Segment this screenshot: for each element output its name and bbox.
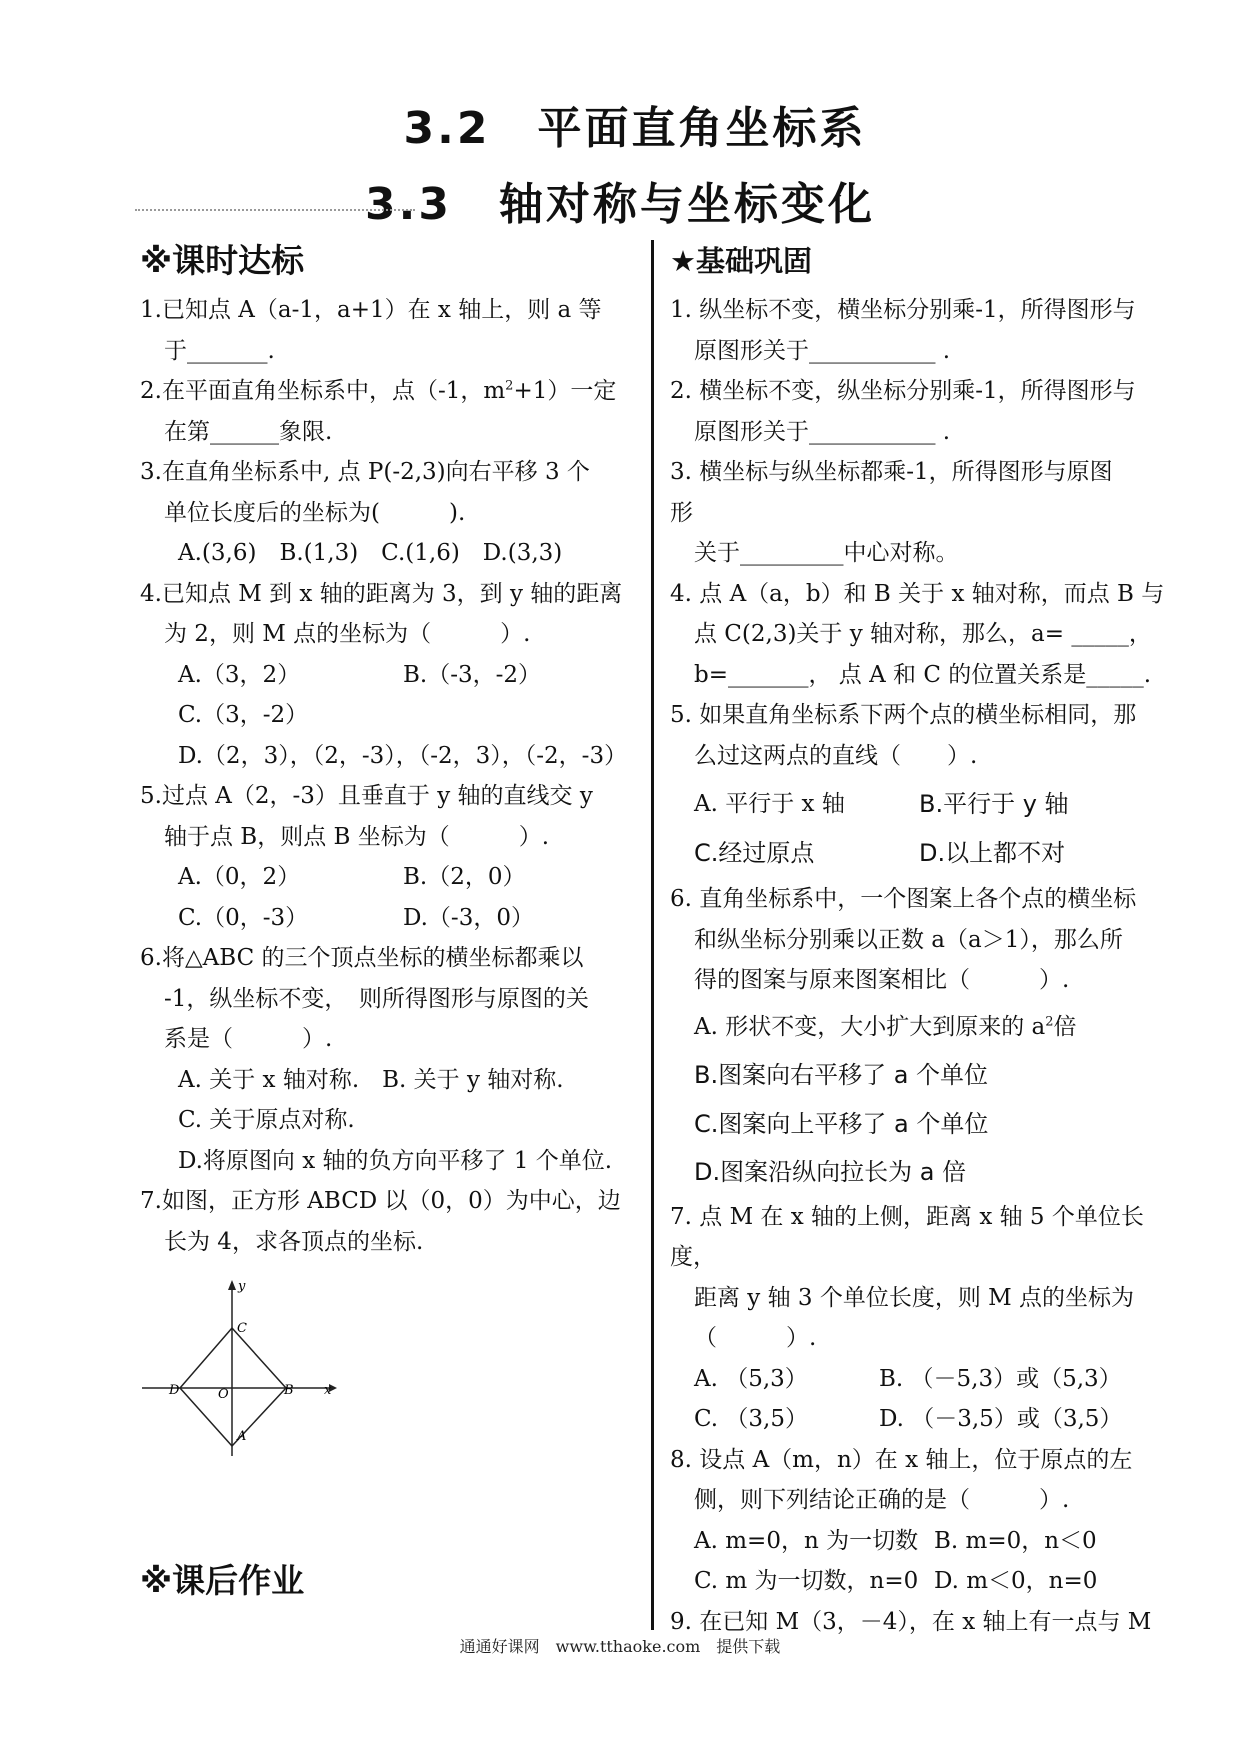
square-abcd [180,1328,286,1446]
option-c: C. 关于原点对称. [178,1107,355,1133]
question-line: 5.过点 A（2，-3）且垂直于 y 轴的直线交 y [140,783,593,809]
question-line: （ ）. [694,1325,817,1351]
column-divider [651,240,654,1630]
left-question-2 [140,371,640,452]
left-column [140,238,640,1470]
option-c: C.图案向上平移了 a 个单位 [694,1109,989,1138]
question-line: 8. 设点 A（m，n）在 x 轴上，位于原点的左 [670,1446,1133,1473]
left-question-1 [140,290,640,371]
question-line: 3. 横坐标与纵坐标都乘-1，所得图形与原图 [670,459,1113,485]
left-question-7 [140,1181,640,1262]
right-question-3 [670,452,1170,574]
right-question-2 [670,371,1170,452]
option-d: D.以上都不对 [919,838,1066,867]
option-c: C. （3,5） [694,1406,808,1432]
question-line: 在第______象限. [164,418,333,445]
option-a: A. （5,3） [694,1365,808,1392]
question-line: 4. 点 A（a，b）和 B 关于 x 轴对称，而点 B 与 [670,580,1165,607]
question-line: 1. 纵坐标不变，横坐标分别乘-1，所得图形与 [670,297,1136,323]
option-row [670,784,1170,825]
option-row [670,1521,1170,1562]
option-b: B.（-3，-2） [403,661,542,688]
question-line: 关于_________中心对称。 [694,540,959,566]
option-a: A. m=0，n 为一切数 [694,1527,919,1554]
footer-source: 通通好课网 www.tthaoke.com 提供下载 [459,1637,781,1656]
option-b: B. m=0，n＜0 [934,1527,1097,1554]
label-y: y [238,1279,246,1294]
question-line: 2. 横坐标不变，纵坐标分别乘-1，所得图形与 [670,378,1136,404]
option-d: D. （－3,5）或（3,5） [879,1406,1123,1432]
right-question-4 [670,574,1170,696]
question-line: 侧，则下列结论正确的是（ ）. [694,1487,1070,1513]
option-a: A.（3，2） [178,661,301,688]
left-question-4 [140,574,640,777]
section-title-class-goals: ※课时达标 [140,241,305,280]
question-line: 1.已知点 A（a-1，a+1）在 x 轴上，则 a 等 [140,297,602,323]
label-c: C [237,1321,247,1336]
text: 倍 [1053,1013,1077,1040]
dotted-leader [135,205,415,211]
right-question-6 [670,879,1170,1193]
left-question-3 [140,452,640,574]
superscript: 2 [1045,1013,1054,1029]
question-line: 为 2，则 M 点的坐标为（ ）. [164,621,531,647]
right-question-7 [670,1197,1170,1440]
question-line: -1，纵坐标不变， 则所得图形与原图的关 [164,985,589,1012]
label-x: x [324,1383,332,1398]
question-line: 6.将△ABC 的三个顶点坐标的横坐标都乘以 [140,945,584,971]
option-d: D.（-3，0） [403,904,534,931]
option-b: B.图案向右平移了 a 个单位 [694,1061,989,1089]
option-c: C.（3，-2） [178,702,309,728]
text: 2.在平面直角坐标系中，点（-1，m [140,378,506,404]
option-a [670,1007,1170,1048]
question-line: 点 C(2,3)关于 y 轴对称，那么，a= _____， [694,621,1152,647]
left-question-6 [140,938,640,1181]
option-d: D.（2，3），（2，-3），（-2，3），（-2，-3） [178,742,628,769]
option-row [670,833,1170,874]
question-line: 得的图案与原来图案相比（ ）. [694,967,1070,993]
label-o: O [218,1387,229,1402]
question-line: 距离 y 轴 3 个单位长度，则 M 点的坐标为 [694,1284,1135,1311]
question-line: 么过这两点的直线（ ）. [694,742,978,769]
option-a: A. 关于 x 轴对称. [178,1066,360,1093]
question-line: b=_______， 点 A 和 C 的位置关系是_____. [694,661,1152,688]
right-column [670,238,1170,1642]
option-a: A.（0，2） [178,864,301,890]
question-line: 5. 如果直角坐标系下两个点的横坐标相同，那 [670,702,1137,728]
label-d: D [169,1383,180,1398]
text: A. 形状不变，大小扩大到原来的 a [694,1013,1046,1040]
square-coordinate-diagram [134,1276,640,1470]
option-row [140,655,640,696]
option-row [670,1561,1170,1602]
question-line: 单位长度后的坐标为( ). [164,499,466,526]
question-options: A.(3,6) B.(1,3) C.(1,6) D.(3,3) [178,540,563,566]
option-b: B. （－5,3）或（5,3） [879,1365,1122,1392]
question-line: 原图形关于___________ . [694,418,951,445]
option-b: B.平行于 y 轴 [919,790,1069,818]
right-question-8 [670,1440,1170,1602]
option-d: D.将原图向 x 轴的负方向平移了 1 个单位. [178,1147,613,1174]
question-line: 3.在直角坐标系中, 点 P(-2,3)向右平移 3 个 [140,459,590,485]
option-c: C.经过原点 [694,838,815,867]
title-section-3-2: 3.2 平面直角坐标系 [403,103,867,154]
question-line: 系是（ ）. [164,1026,333,1052]
question-line [140,371,640,412]
right-question-1 [670,290,1170,371]
question-line: 长为 4，求各顶点的坐标. [164,1228,424,1255]
option-b: B.（2，0） [403,864,526,890]
option-d: D.图案沿纵向拉长为 a 倍 [694,1158,967,1186]
question-line: 4.已知点 M 到 x 轴的距离为 3，到 y 轴的距离 [140,580,623,607]
option-a: A. 平行于 x 轴 [694,791,845,817]
option-b: B. 关于 y 轴对称. [382,1066,564,1093]
left-question-5 [140,776,640,938]
section-title-homework: ※课后作业 [140,1561,305,1600]
option-row [140,898,640,939]
label-b: B [284,1383,294,1398]
option-row [670,1399,1170,1440]
option-c: C.（0，-3） [178,904,309,931]
label-a: A [237,1429,247,1444]
text: +1）一定 [513,378,617,404]
question-line: 于_______. [164,337,275,364]
y-axis-arrow [228,1280,236,1290]
question-line: 9. 在已知 M（3，－4），在 x 轴上有一点与 M [670,1608,1152,1635]
section-title-basic-review: ★基础巩固 [670,244,812,278]
title-section-3-3: 3.3 轴对称与坐标变化 [365,179,875,230]
option-row [140,857,640,898]
option-c: C. m 为一切数，n=0 [694,1568,919,1594]
diagram-svg [134,1276,354,1456]
question-line: 原图形关于___________ . [694,337,951,364]
option-row [670,1359,1170,1400]
option-row [140,1060,640,1101]
option-d: D. m＜0，n=0 [934,1568,1098,1594]
question-line: 7. 点 M 在 x 轴的上侧，距离 x 轴 5 个单位长度， [670,1203,1144,1270]
question-line: 形 [670,499,693,526]
question-line: 和纵坐标分别乘以正数 a（a＞1），那么所 [694,926,1123,953]
question-line: 6. 直角坐标系中，一个图案上各个点的横坐标 [670,886,1137,912]
right-question-5 [670,695,1170,873]
superscript: 2 [505,378,514,394]
question-line: 轴于点 B，则点 B 坐标为（ ）. [164,823,550,850]
question-line: 7.如图，正方形 ABCD 以（0，0）为中心，边 [140,1188,621,1214]
